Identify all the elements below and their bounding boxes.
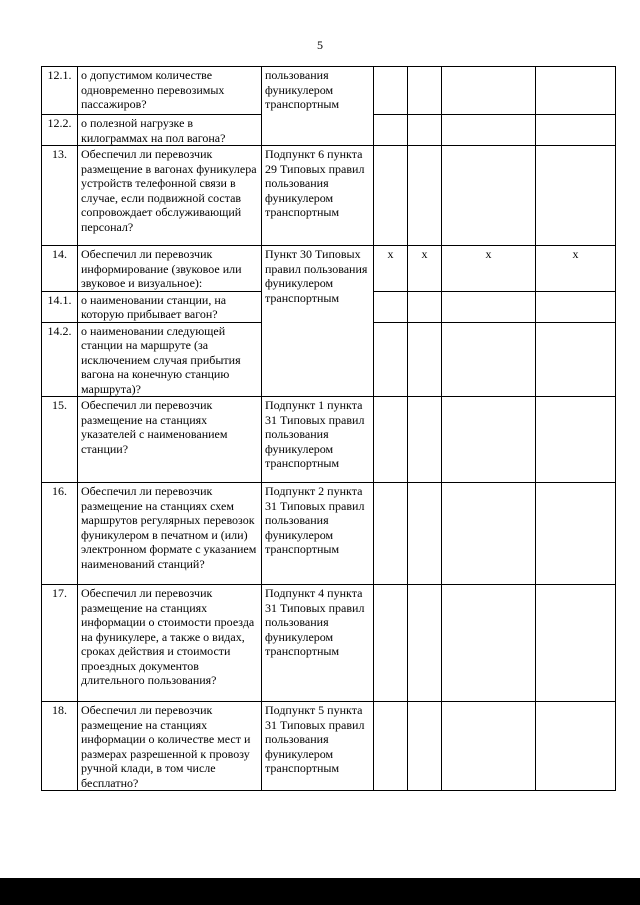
comment-cell[interactable] bbox=[536, 67, 616, 115]
basis-cell: Подпункт 5 пункта 31 Типовых правил пользования фуникулером транспортным bbox=[262, 702, 374, 791]
row-number: 12.2. bbox=[42, 115, 78, 146]
basis-cell: Пункт 30 Типовых правил пользования фуникулером транспортным bbox=[262, 246, 374, 397]
table-row bbox=[42, 585, 616, 702]
answer-na-cell[interactable] bbox=[442, 702, 536, 791]
basis-cell: Подпункт 1 пункта 31 Типовых правил пользования фуникулером транспортным bbox=[262, 397, 374, 483]
comment-cell[interactable] bbox=[536, 483, 616, 585]
table-row bbox=[42, 67, 616, 115]
basis-cell: Подпункт 6 пункта 29 Типовых правил пользования фуникулером транспортным bbox=[262, 146, 374, 246]
question-cell: о наименовании станции, на которую прибывает вагон? bbox=[78, 291, 262, 322]
answer-yes-cell[interactable] bbox=[374, 702, 408, 791]
question-cell: Обеспечил ли перевозчик размещение на станциях схем маршрутов регулярных перевозок фуникулером в печатном и (или) электронном формате с указанием наименований станций? bbox=[78, 483, 262, 585]
question-cell: Обеспечил ли перевозчик размещение на станциях информации о стоимости проезда на фуникулере, а также о видах, сроках действия и стоимости проездных документов длительного пользования? bbox=[78, 585, 262, 702]
answer-yes-cell[interactable] bbox=[374, 146, 408, 246]
comment-cell[interactable] bbox=[536, 322, 616, 397]
question-cell: Обеспечил ли перевозчик размещение в вагонах фуникулера устройств телефонной связи в случае, если подвижной состав сопровождает обслуживающий персонал? bbox=[78, 146, 262, 246]
answer-na-cell[interactable] bbox=[442, 322, 536, 397]
answer-no-cell[interactable] bbox=[408, 397, 442, 483]
question-cell: о наименовании следующей станции на маршруте (за исключением случая прибытия вагона на конечную станцию маршрута)? bbox=[78, 322, 262, 397]
comment-cell[interactable] bbox=[536, 397, 616, 483]
table-row bbox=[42, 246, 616, 292]
answer-na-cell[interactable] bbox=[442, 483, 536, 585]
mark-x: x bbox=[442, 246, 536, 292]
question-cell: Обеспечил ли перевозчик информирование (звуковое или звуковое и визуальное): bbox=[78, 246, 262, 292]
basis-cell: Подпункт 4 пункта 31 Типовых правил пользования фуникулером транспортным bbox=[262, 585, 374, 702]
question-cell: о допустимом количестве одновременно перевозимых пассажиров? bbox=[78, 67, 262, 115]
mark-x: x bbox=[536, 246, 616, 292]
page-number: 5 bbox=[317, 38, 323, 52]
answer-na-cell[interactable] bbox=[442, 146, 536, 246]
scan-bottom-border bbox=[0, 878, 640, 905]
answer-na-cell[interactable] bbox=[442, 291, 536, 322]
table-row bbox=[42, 483, 616, 585]
question-cell: о полезной нагрузке в килограммах на пол вагона? bbox=[78, 115, 262, 146]
table-row bbox=[42, 702, 616, 791]
question-cell: Обеспечил ли перевозчик размещение на станциях информации о количестве мест и размерах разрешенной к провозу ручной клади, в том числе бесплатно? bbox=[78, 702, 262, 791]
answer-no-cell[interactable] bbox=[408, 115, 442, 146]
answer-yes-cell[interactable] bbox=[374, 397, 408, 483]
row-number: 12.1. bbox=[42, 67, 78, 115]
answer-na-cell[interactable] bbox=[442, 115, 536, 146]
basis-cell: пользования фуникулером транспортным bbox=[262, 67, 374, 146]
answer-no-cell[interactable] bbox=[408, 67, 442, 115]
answer-yes-cell[interactable] bbox=[374, 483, 408, 585]
row-number: 14. bbox=[42, 246, 78, 292]
answer-no-cell[interactable] bbox=[408, 585, 442, 702]
table-row bbox=[42, 146, 616, 246]
answer-yes-cell[interactable] bbox=[374, 322, 408, 397]
comment-cell[interactable] bbox=[536, 146, 616, 246]
checklist-table bbox=[41, 66, 616, 791]
comment-cell[interactable] bbox=[536, 115, 616, 146]
mark-x: x bbox=[408, 246, 442, 292]
answer-yes-cell[interactable] bbox=[374, 585, 408, 702]
answer-na-cell[interactable] bbox=[442, 397, 536, 483]
answer-no-cell[interactable] bbox=[408, 702, 442, 791]
answer-na-cell[interactable] bbox=[442, 585, 536, 702]
table-row bbox=[42, 397, 616, 483]
row-number: 14.1. bbox=[42, 291, 78, 322]
answer-na-cell[interactable] bbox=[442, 67, 536, 115]
row-number: 13. bbox=[42, 146, 78, 246]
row-number: 18. bbox=[42, 702, 78, 791]
row-number: 16. bbox=[42, 483, 78, 585]
comment-cell[interactable] bbox=[536, 585, 616, 702]
answer-yes-cell[interactable] bbox=[374, 115, 408, 146]
basis-cell: Подпункт 2 пункта 31 Типовых правил пользования фуникулером транспортным bbox=[262, 483, 374, 585]
comment-cell[interactable] bbox=[536, 702, 616, 791]
answer-no-cell[interactable] bbox=[408, 146, 442, 246]
row-number: 17. bbox=[42, 585, 78, 702]
comment-cell[interactable] bbox=[536, 291, 616, 322]
answer-no-cell[interactable] bbox=[408, 291, 442, 322]
question-cell: Обеспечил ли перевозчик размещение на станциях указателей с наименованием станции? bbox=[78, 397, 262, 483]
answer-yes-cell[interactable] bbox=[374, 67, 408, 115]
mark-x: x bbox=[374, 246, 408, 292]
row-number: 14.2. bbox=[42, 322, 78, 397]
row-number: 15. bbox=[42, 397, 78, 483]
answer-no-cell[interactable] bbox=[408, 483, 442, 585]
answer-no-cell[interactable] bbox=[408, 322, 442, 397]
answer-yes-cell[interactable] bbox=[374, 291, 408, 322]
